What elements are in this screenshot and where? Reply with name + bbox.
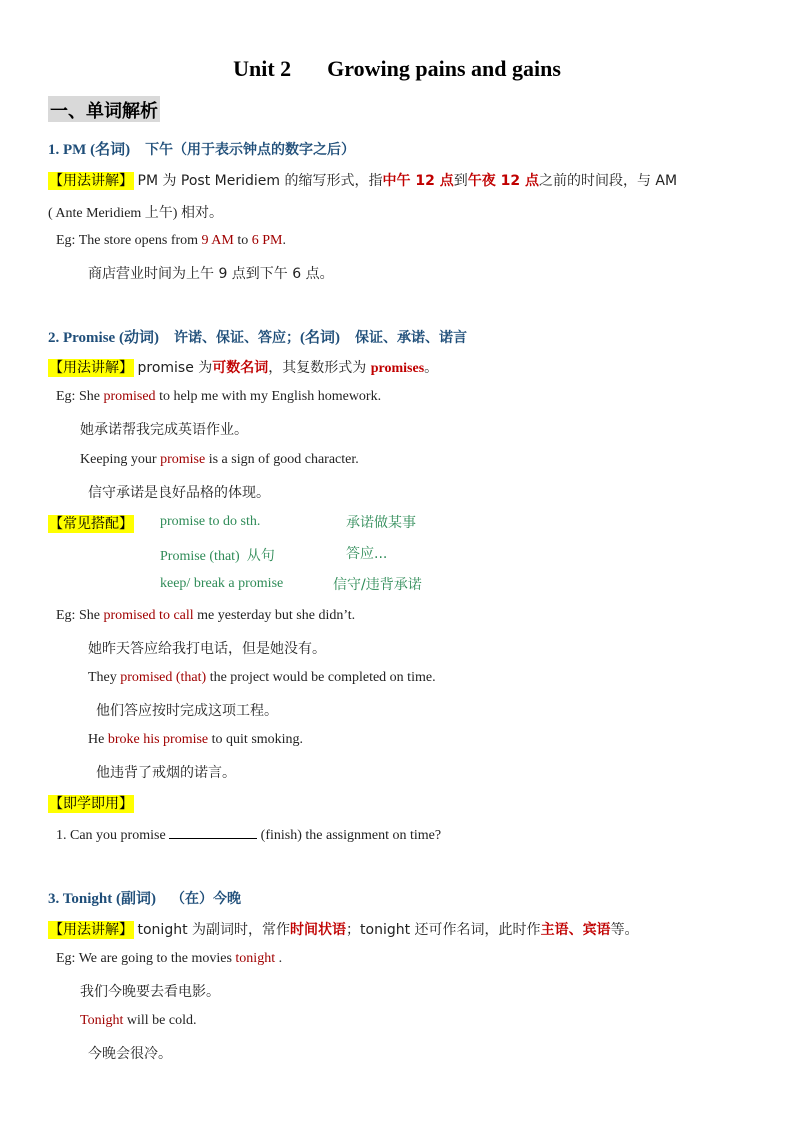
example-tonight-1: Eg: We are going to the movies tonight . — [56, 951, 283, 966]
answer-blank[interactable] — [169, 826, 257, 839]
collocation-1: promise to do sth. — [160, 514, 261, 529]
usage-tag: 【用法讲解】 — [49, 922, 133, 938]
usage-line-pm: 【用法讲解】 PM 为 Post Meridiem 的缩写形式，指中午 12 点到午夜 12 点之前的时间段，与 AM — [49, 173, 678, 189]
section-header: 一、单词解析 — [48, 96, 160, 122]
usage-line-pm-2: ( Ante Meridiem 上午) 相对。 — [48, 206, 223, 221]
example-promise-2-cn: 信守承诺是良好品格的体现。 — [88, 485, 270, 501]
example-promise-2: Keeping your promise is a sign of good character. — [80, 452, 359, 467]
usage-line-tonight: 【用法讲解】 tonight 为副词时，常作时间状语；tonight 还可作名词，此时作主语、宾语等。 — [49, 922, 639, 938]
example-tonight-1-cn: 我们今晚要去看电影。 — [80, 984, 220, 1000]
example-promise-5-cn: 他违背了戒烟的诺言。 — [96, 765, 236, 781]
example-tonight-2: Tonight will be cold. — [80, 1013, 197, 1028]
collocation-3-cn: 信守/违背承诺 — [333, 577, 422, 593]
example-promise-1-cn: 她承诺帮我完成英语作业。 — [80, 422, 248, 438]
collocation-2-cn: 答应... — [346, 546, 388, 562]
collocation-1-cn: 承诺做某事 — [346, 515, 416, 531]
usage-tag: 【用法讲解】 — [49, 173, 133, 189]
example-promise-1: Eg: She promised to help me with my English homework. — [56, 389, 382, 404]
example-promise-3-cn: 她昨天答应给我打电话，但是她没有。 — [88, 641, 326, 657]
example-promise-3: Eg: She promised to call me yesterday but she didn’t. — [56, 608, 356, 623]
collocation-tag: 【常见搭配】 — [49, 516, 133, 532]
practice-tag: 【即学即用】 — [49, 796, 133, 812]
collocation-3: keep/ break a promise — [160, 576, 284, 591]
word-heading-tonight: 3. Tonight (副词) （在）今晚 — [48, 891, 241, 907]
example-pm: Eg: The store opens from 9 AM to 6 PM. — [56, 233, 286, 248]
collocation-2: Promise (that) 从句 — [160, 548, 275, 564]
example-promise-5: He broke his promise to quit smoking. — [88, 732, 304, 747]
usage-tag: 【用法讲解】 — [49, 360, 133, 376]
example-tonight-2-cn: 今晚会很冷。 — [88, 1046, 172, 1062]
practice-question-1: 1. Can you promise (finish) the assignment on time? — [56, 828, 442, 843]
example-promise-4: They promised (that) the project would be completed on time. — [88, 670, 436, 685]
page-title: Unit 2 Growing pains and gains — [233, 56, 561, 81]
usage-line-promise: 【用法讲解】 promise 为可数名词，其复数形式为 promises。 — [49, 360, 439, 376]
example-promise-4-cn: 他们答应按时完成这项工程。 — [96, 703, 278, 719]
word-heading-pm: 1. PM (名词) 下午（用于表示钟点的数字之后） — [48, 142, 356, 158]
example-pm-cn: 商店营业时间为上午 9 点到下午 6 点。 — [88, 266, 334, 282]
word-heading-promise: 2. Promise (动词) 许诺、保证、答应；(名词) 保证、承诺、诺言 — [48, 330, 467, 346]
